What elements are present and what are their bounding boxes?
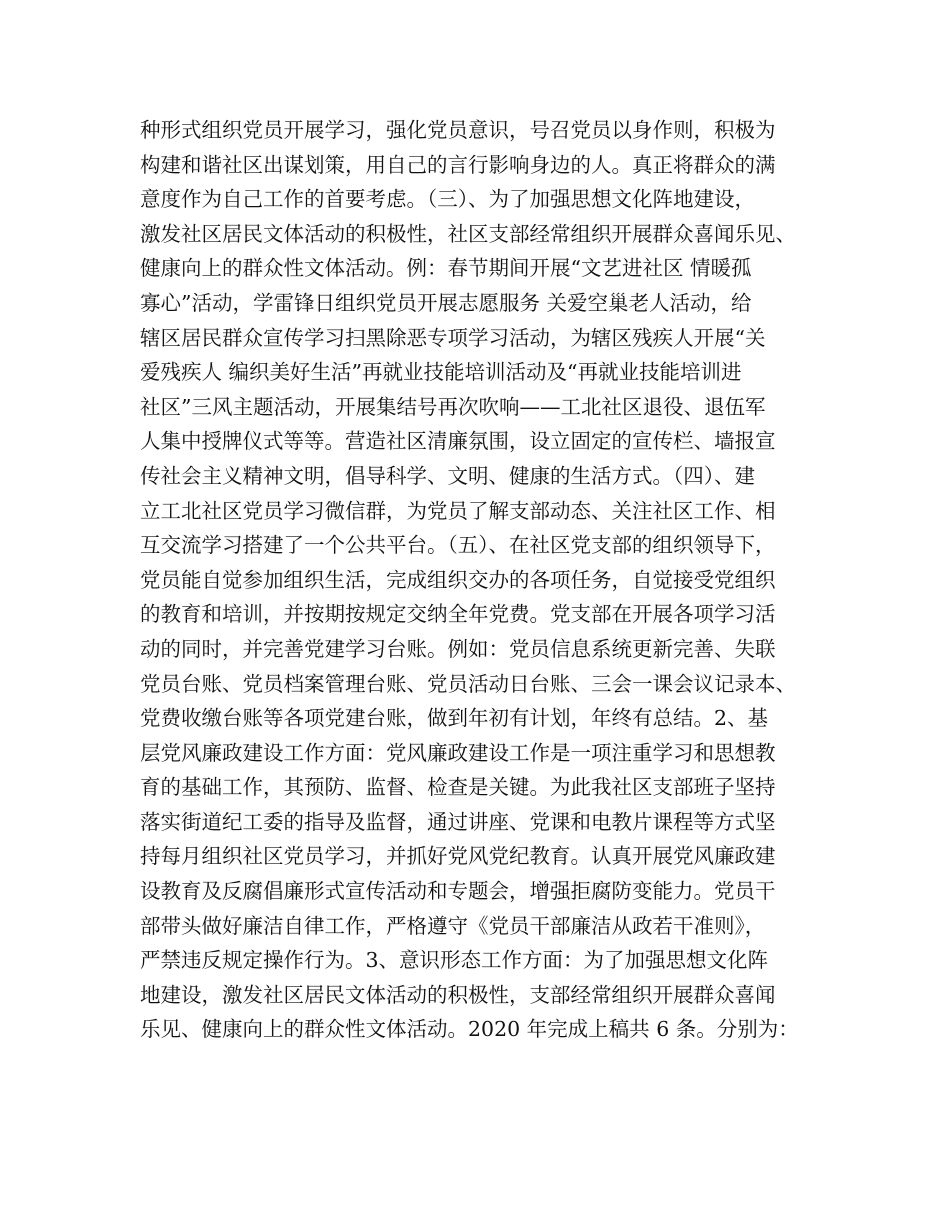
- text-line: 激发社区居民文体活动的积极性，社区支部经常组织开展群众喜闻乐见、: [140, 221, 796, 246]
- text-line: 党费收缴台账等各项党建台账，做到年初有计划，年终有总结。2、基: [140, 706, 769, 731]
- text-line: 寡心”活动，学雷锋日组织党员开展志愿服务 关爱空巢老人活动，给: [140, 290, 752, 315]
- body-text: [140, 113, 830, 1047]
- text-line: 严禁违反规定操作行为。3、意识形态工作方面：为了加强思想文化阵: [140, 948, 769, 973]
- text-line: 党员能自觉参加组织生活，完成组织交办的各项任务，自觉接受党组织: [140, 567, 776, 592]
- text-line: 动的同时，并完善党建学习台账。例如：党员信息系统更新完善、失联: [140, 636, 776, 661]
- text-line: 设教育及反腐倡廉形式宣传活动和专题会，增强拒腐防变能力。党员干: [140, 879, 776, 904]
- text-line: 构建和谐社区出谋划策，用自己的言行影响身边的人。真正将群众的满: [140, 152, 776, 177]
- text-line: 辖区居民群众宣传学习扫黑除恶专项学习活动，为辖区残疾人开展“关: [140, 325, 766, 350]
- text-line: 党员台账、党员档案管理台账、党员活动日台账、三会一课会议记录本、: [140, 671, 796, 696]
- text-line: 立工北社区党员学习微信群，为党员了解支部动态、关注社区工作、相: [140, 498, 776, 523]
- text-line: 的教育和培训，并按期按规定交纳全年党费。党支部在开展各项学习活: [140, 602, 776, 627]
- text-line: 地建设，激发社区居民文体活动的积极性，支部经常组织开展群众喜闻: [140, 982, 776, 1007]
- text-line: 健康向上的群众性文体活动。例：春节期间开展“文艺进社区 情暖孤: [140, 256, 752, 281]
- text-line: 社区”三风主题活动，开展集结号再次吹响——工北社区退役、退伍军: [140, 394, 766, 419]
- text-line: 持每月组织社区党员学习，并抓好党风党纪教育。认真开展党风廉政建: [140, 844, 776, 869]
- text-line: 育的基础工作，其预防、监督、检查是关键。为此我社区支部班子坚持: [140, 775, 776, 800]
- text-line: 落实街道纪工委的指导及监督，通过讲座、党课和电教片课程等方式坚: [140, 809, 776, 834]
- text-line: 层党风廉政建设工作方面：党风廉政建设工作是一项注重学习和思想教: [140, 740, 776, 765]
- text-line: 互交流学习搭建了一个公共平台。（五）、在社区党支部的组织领导下，: [140, 533, 776, 558]
- text-line: 传社会主义精神文明，倡导科学、文明、健康的生活方式。（四）、建: [140, 463, 755, 488]
- text-line: 人集中授牌仪式等等。营造社区清廉氛围，设立固定的宣传栏、墙报宣: [140, 429, 776, 454]
- text-line: 乐见、健康向上的群众性文体活动。2020 年完成上稿共 6 条。分别为：: [140, 1017, 799, 1042]
- text-line: 意度作为自己工作的首要考虑。（三）、为了加强思想文化阵地建设，: [140, 187, 755, 212]
- text-line: 爱残疾人 编织美好生活”再就业技能培训活动及“再就业技能培训进: [140, 360, 742, 385]
- text-line: 部带头做好廉洁自律工作，严格遵守《党员干部廉洁从政若干准则》，: [140, 913, 766, 938]
- text-line: 种形式组织党员开展学习，强化党员意识，号召党员以身作则，积极为: [140, 118, 776, 142]
